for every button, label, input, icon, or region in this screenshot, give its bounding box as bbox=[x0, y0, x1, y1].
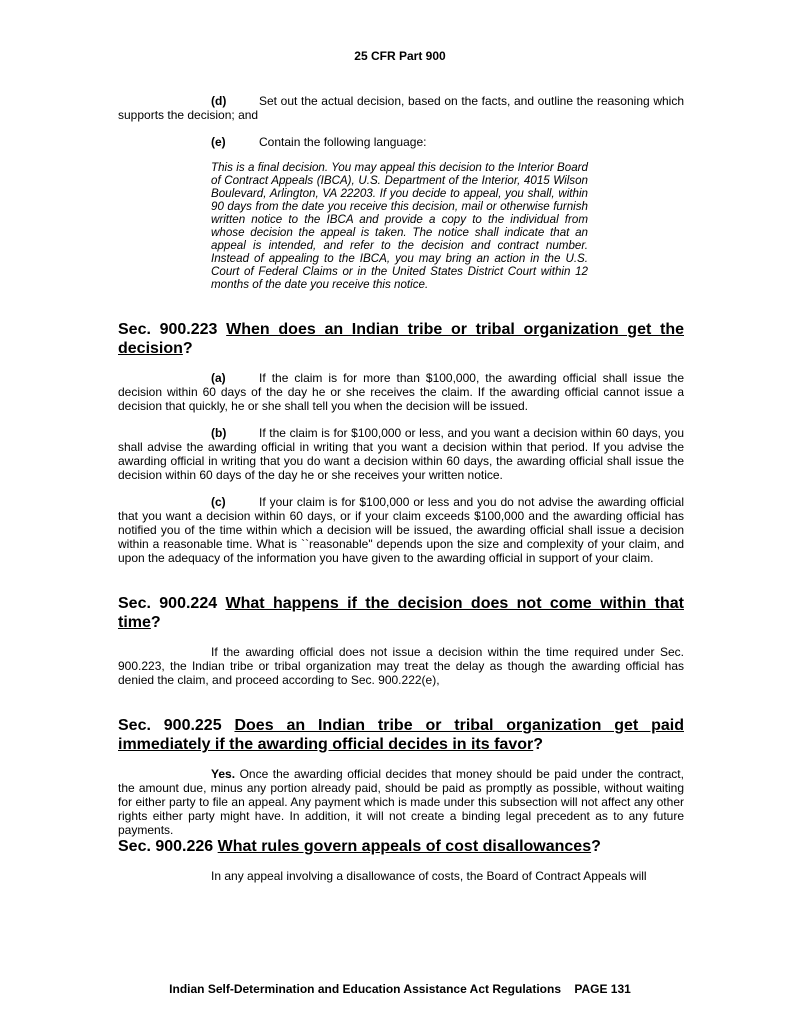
section-title-226: What rules govern appeals of cost disallowances bbox=[217, 838, 592, 855]
paragraph-223-c: (c) If your claim is for $100,000 or less and you do not advise the awarding official that you want a decision within 60 days, or if your claim exceeds $100,000 and the awarding official has notified you of the time within which a decision will be issued, the awarding official shall issue a decision within a reasonable time. What is ``reasonable" depends upon the size and complexity of your claim, and upon the adequacy of the information you have given to the awarding official in support of your claim. bbox=[118, 495, 684, 565]
section-heading-224: Sec. 900.224 What happens if the decision does not come within that time? bbox=[118, 595, 684, 631]
answer-yes: Yes. bbox=[211, 767, 236, 781]
page-number: PAGE 131 bbox=[574, 982, 631, 996]
item-text-e: Contain the following language: bbox=[259, 135, 427, 149]
item-text-d: Set out the actual decision, based on the facts, and outline the reasoning which supports the decision; and bbox=[118, 94, 684, 122]
section-number-224: Sec. 900.224 bbox=[118, 595, 218, 612]
section-heading-225: Sec. 900.225 Does an Indian tribe or tribal organization get paid immediately if the awarding official decides in its favor? bbox=[118, 717, 684, 753]
paragraph-d bbox=[118, 94, 684, 122]
document-body bbox=[118, 94, 684, 883]
section-title-225: Does an Indian tribe or tribal organization get paid immediately if the awarding official decides in its favor bbox=[118, 717, 684, 753]
section-number-226: Sec. 900.226 bbox=[118, 838, 214, 855]
final-decision-quote: This is a final decision. You may appeal this decision to the Interior Board of Contract Appeals (IBCA), U.S. Department of the Interior, 4015 Wilson Boulevard, Arlington, VA 22203. If you decide to appeal, you shall, within 90 days from the date you receive this decision, mail or otherwise furnish written notice to the IBCA and provide a copy to the individual from whose decision the appeal is taken. The notice shall indicate that an appeal is intended, and refer to the decision and contract number. Instead of appealing to the IBCA, you may bring an action in the U.S. Court of Federal Claims or in the United States District Court within 12 months of the date you receive this notice. bbox=[211, 161, 588, 291]
item-label-e: (e) bbox=[211, 135, 226, 149]
item-label-d: (d) bbox=[211, 94, 227, 108]
footer-title: Indian Self-Determination and Education Assistance Act Regulations bbox=[169, 982, 561, 996]
paragraph-223-b: (b) If the claim is for $100,000 or less, and you want a decision within 60 days, you shall advise the awarding official in writing that you want a decision within that period. If you advise the awarding official in writing that you do want a decision within 60 days, the awarding official shall issue the decision within 60 days of the day he or she receives your written notice. bbox=[118, 426, 684, 482]
section-heading-223: Sec. 900.223 When does an Indian tribe or tribal organization get the decision? bbox=[118, 321, 684, 357]
paragraph-226: In any appeal involving a disallowance of costs, the Board of Contract Appeals will bbox=[211, 869, 647, 883]
section-heading-226: Sec. 900.226 What rules govern appeals of cost disallowances? bbox=[118, 838, 601, 855]
section-title-223: When does an Indian tribe or tribal organization get the decision bbox=[118, 321, 684, 357]
page-footer bbox=[0, 982, 800, 996]
page-header: 25 CFR Part 900 bbox=[354, 49, 446, 63]
section-title-224: What happens if the decision does not come within that time bbox=[118, 595, 684, 631]
paragraph-225: Yes. Once the awarding official decides that money should be paid under the contract, the amount due, minus any portion already paid, should be paid as promptly as possible, without waiting for either party to file an appeal. Any payment which is made under this subsection will not affect any other rights either party might have. In addition, it will not create a binding legal precedent as to any future payments. bbox=[118, 767, 684, 837]
section-number-225: Sec. 900.225 bbox=[118, 717, 222, 734]
section-number-223: Sec. 900.223 bbox=[118, 321, 218, 338]
paragraph-224: If the awarding official does not issue a decision within the time required under Sec. 900.223, the Indian tribe or tribal organization may treat the delay as though the awarding official has denied the claim, and proceed according to Sec. 900.222(e), bbox=[118, 645, 684, 687]
paragraph-e bbox=[118, 135, 684, 149]
paragraph-223-a: (a) If the claim is for more than $100,000, the awarding official shall issue the decision within 60 days of the day he or she receives the claim. If the awarding official cannot issue a decision that quickly, he or she shall tell you when the decision will be issued. bbox=[118, 371, 684, 413]
